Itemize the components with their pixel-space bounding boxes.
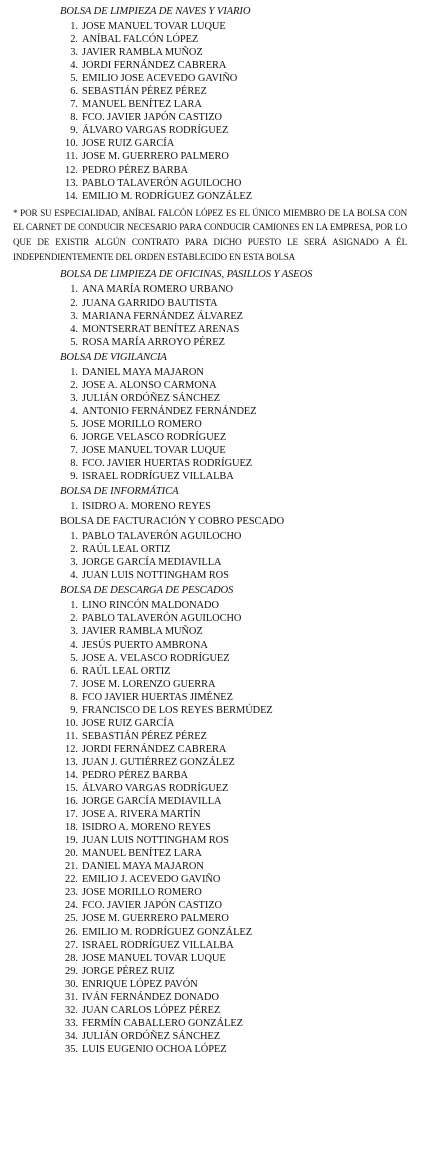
list-item <box>0 59 421 72</box>
item-number: 17. <box>65 809 78 821</box>
person-name: JOSE M. GUERRERO PALMERO <box>82 151 229 163</box>
person-name: JORGE VELASCO RODRÍGUEZ <box>82 431 227 443</box>
item-number: 35. <box>65 1043 78 1055</box>
list-item <box>0 860 421 873</box>
bolsa-section <box>0 582 421 1056</box>
item-number: 2. <box>70 34 78 46</box>
person-name: FCO JAVIER HUERTAS JIMÉNEZ <box>82 691 233 703</box>
list-item <box>0 98 421 111</box>
item-number: 8. <box>70 458 78 470</box>
item-number: 1. <box>70 531 78 543</box>
item-number: 5. <box>70 652 78 664</box>
item-number: 3. <box>70 557 78 569</box>
bolsa-section <box>0 3 421 264</box>
list-item <box>0 336 421 349</box>
list-item <box>0 665 421 678</box>
list-item <box>0 85 421 98</box>
person-name: MANUEL BENÍTEZ LARA <box>82 99 202 111</box>
list-item <box>0 782 421 795</box>
person-name: JOSE MORILLO ROMERO <box>82 418 202 430</box>
item-number: 9. <box>70 704 78 716</box>
list-item <box>0 418 421 431</box>
person-name: ANA MARÍA ROMERO URBANO <box>82 284 233 296</box>
section-title: BOLSA DE VIGILANCIA <box>60 351 167 363</box>
item-number: 7. <box>70 678 78 690</box>
person-name: JULIÁN ORDÓÑEZ SÁNCHEZ <box>82 392 221 404</box>
item-number: 4. <box>70 323 78 335</box>
list-item <box>0 873 421 886</box>
item-number: 10. <box>65 717 78 729</box>
list-item <box>0 530 421 543</box>
list-item <box>0 1043 421 1056</box>
item-number: 33. <box>65 1017 78 1029</box>
item-number: 8. <box>70 691 78 703</box>
list-item <box>0 834 421 847</box>
item-number: 11. <box>65 730 78 742</box>
item-number: 5. <box>70 73 78 85</box>
list-item <box>0 965 421 978</box>
list-item <box>0 431 421 444</box>
list-item <box>0 500 421 513</box>
item-number: 2. <box>70 379 78 391</box>
item-number: 34. <box>65 1030 78 1042</box>
item-number: 7. <box>70 99 78 111</box>
person-name: PABLO TALAVERÓN AGUILOCHO <box>82 613 242 625</box>
item-number: 2. <box>70 297 78 309</box>
person-name: MONTSERRAT BENÍTEZ ARENAS <box>82 323 240 335</box>
list-item <box>0 952 421 965</box>
item-number: 24. <box>65 900 78 912</box>
person-name: JORGE PÉREZ RUIZ <box>82 965 175 977</box>
item-number: 6. <box>70 431 78 443</box>
item-number: 16. <box>65 796 78 808</box>
item-number: 3. <box>70 310 78 322</box>
item-number: 29. <box>65 965 78 977</box>
person-name: PEDRO PÉREZ BARBA <box>82 164 188 176</box>
item-number: 10. <box>65 138 78 150</box>
list-item <box>0 323 421 336</box>
list-item <box>0 808 421 821</box>
person-name: DANIEL MAYA MAJARON <box>82 366 204 378</box>
person-name: EMILIO M. RODRÍGUEZ GONZÁLEZ <box>82 926 253 938</box>
candidate-list <box>0 500 421 513</box>
person-name: JUAN CARLOS LÓPEZ PÉREZ <box>82 1004 221 1016</box>
item-number: 18. <box>65 822 78 834</box>
list-item <box>0 847 421 860</box>
candidate-list <box>0 599 421 1056</box>
person-name: DANIEL MAYA MAJARON <box>82 861 204 873</box>
person-name: LUIS EUGENIO OCHOA LÓPEZ <box>82 1043 227 1055</box>
person-name: JOSE A. RIVERA MARTÍN <box>82 809 201 821</box>
person-name: JULIÁN ORDÓÑEZ SÁNCHEZ <box>82 1030 221 1042</box>
person-name: JOSE A. ALONSO CARMONA <box>82 379 217 391</box>
person-name: EMILIO M. RODRÍGUEZ GONZÁLEZ <box>82 190 253 202</box>
item-number: 14. <box>65 769 78 781</box>
person-name: ÁLVARO VARGAS RODRÍGUEZ <box>82 783 229 795</box>
item-number: 30. <box>65 978 78 990</box>
item-number: 4. <box>70 405 78 417</box>
person-name: ÁLVARO VARGAS RODRÍGUEZ <box>82 125 229 137</box>
list-item <box>0 177 421 190</box>
list-item <box>0 310 421 323</box>
person-name: JAVIER RAMBLA MUÑOZ <box>82 626 203 638</box>
item-number: 12. <box>65 743 78 755</box>
list-item <box>0 991 421 1004</box>
list-item <box>0 678 421 691</box>
list-item <box>0 978 421 991</box>
item-number: 4. <box>70 570 78 582</box>
person-name: PABLO TALAVERÓN AGUILOCHO <box>82 531 242 543</box>
item-number: 13. <box>65 177 78 189</box>
person-name: RAÚL LEAL ORTIZ <box>82 544 171 556</box>
item-number: 31. <box>65 991 78 1003</box>
person-name: JOSE A. VELASCO RODRÍGUEZ <box>82 652 230 664</box>
item-number: 20. <box>65 848 78 860</box>
candidate-list <box>0 366 421 483</box>
section-title: BOLSA DE LIMPIEZA DE NAVES Y VIARIO <box>60 6 251 17</box>
list-item <box>0 769 421 782</box>
section-title: BOLSA DE INFORMÁTICA <box>60 486 179 498</box>
section-note: * POR SU ESPECIALIDAD, ANÍBAL FALCÓN LÓPEZ ES EL ÚNICO MIEMBRO DE LA BOLSA CON EL CARNET DE CONDUCIR NECESARIO PARA CONDUCIR CAMIONES EN LA EMPRESA, POR LO QUE DE EXISTIR ALGÚN CONTRATO PARA DICHO PUESTO LE SERÁ ASIGNADO A ÉL INDEPENDIENTEMENTE DEL ORDEN ESTABLECIDO EN ESTA BOLSA <box>13 207 407 262</box>
item-number: 21. <box>65 861 78 873</box>
item-number: 4. <box>70 639 78 651</box>
person-name: EMILIO J. ACEVEDO GAVIÑO <box>82 874 221 886</box>
list-item <box>0 543 421 556</box>
list-item <box>0 405 421 418</box>
list-item <box>0 190 421 203</box>
list-item <box>0 111 421 124</box>
list-item <box>0 717 421 730</box>
person-name: FCO. JAVIER JAPÓN CASTIZO <box>82 112 223 124</box>
list-item <box>0 556 421 569</box>
list-item <box>0 137 421 150</box>
item-number: 5. <box>70 418 78 430</box>
list-item <box>0 756 421 769</box>
person-name: PABLO TALAVERÓN AGUILOCHO <box>82 177 242 189</box>
list-item <box>0 599 421 612</box>
list-item <box>0 470 421 483</box>
item-number: 8. <box>70 112 78 124</box>
list-item <box>0 297 421 310</box>
list-item <box>0 821 421 834</box>
item-number: 15. <box>65 783 78 795</box>
person-name: JORGE GARCÍA MEDIAVILLA <box>82 557 222 569</box>
person-name: ISIDRO A. MORENO REYES <box>82 501 211 513</box>
person-name: SEBASTIÁN PÉREZ PÉREZ <box>82 730 207 742</box>
person-name: JAVIER RAMBLA MUÑOZ <box>82 47 203 59</box>
section-title: BOLSA DE LIMPIEZA DE OFICINAS, PASILLOS Y ASEOS <box>60 269 313 281</box>
person-name: JESÚS PUERTO AMBRONA <box>82 639 208 651</box>
list-item <box>0 569 421 582</box>
person-name: JORDI FERNÁNDEZ CABRERA <box>82 743 227 755</box>
item-number: 3. <box>70 392 78 404</box>
item-number: 14. <box>65 190 78 202</box>
list-item <box>0 457 421 470</box>
item-number: 32. <box>65 1004 78 1016</box>
person-name: LINO RINCÓN MALDONADO <box>82 600 219 612</box>
person-name: ANÍBAL FALCÓN LÓPEZ <box>82 34 199 46</box>
list-item <box>0 795 421 808</box>
item-number: 1. <box>70 501 78 513</box>
person-name: ENRIQUE LÓPEZ PAVÓN <box>82 978 198 990</box>
person-name: JORDI FERNÁNDEZ CABRERA <box>82 60 227 72</box>
person-name: FRANCISCO DE LOS REYES BERMÚDEZ <box>82 704 273 716</box>
item-number: 26. <box>65 926 78 938</box>
list-item <box>0 899 421 912</box>
list-item <box>0 704 421 717</box>
list-item <box>0 283 421 296</box>
item-number: 25. <box>65 913 78 925</box>
bolsa-section <box>0 349 421 483</box>
list-item <box>0 46 421 59</box>
list-item <box>0 366 421 379</box>
person-name: SEBASTIÁN PÉREZ PÉREZ <box>82 86 207 98</box>
item-number: 13. <box>65 756 78 768</box>
list-item <box>0 379 421 392</box>
document-body <box>0 3 421 1056</box>
list-item <box>0 743 421 756</box>
list-item <box>0 150 421 163</box>
person-name: ISRAEL RODRÍGUEZ VILLALBA <box>82 471 234 483</box>
bolsa-section <box>0 266 421 348</box>
person-name: EMILIO JOSE ACEVEDO GAVIÑO <box>82 73 238 85</box>
item-number: 11. <box>65 151 78 163</box>
person-name: JUAN LUIS NOTTINGHAM ROS <box>82 570 229 582</box>
person-name: ISRAEL RODRÍGUEZ VILLALBA <box>82 939 234 951</box>
person-name: FCO. JAVIER JAPÓN CASTIZO <box>82 900 223 912</box>
person-name: JOSE RUIZ GARCÍA <box>82 717 175 729</box>
list-item <box>0 912 421 925</box>
item-number: 1. <box>70 366 78 378</box>
person-name: PEDRO PÉREZ BARBA <box>82 769 188 781</box>
item-number: 3. <box>70 47 78 59</box>
list-item <box>0 124 421 137</box>
item-number: 2. <box>70 613 78 625</box>
list-item <box>0 730 421 743</box>
person-name: MANUEL BENÍTEZ LARA <box>82 848 202 860</box>
list-item <box>0 691 421 704</box>
item-number: 28. <box>65 952 78 964</box>
item-number: 22. <box>65 874 78 886</box>
list-item <box>0 392 421 405</box>
item-number: 4. <box>70 60 78 72</box>
list-item <box>0 886 421 899</box>
item-number: 2. <box>70 544 78 556</box>
person-name: JUANA GARRIDO BAUTISTA <box>82 297 218 309</box>
person-name: MARIANA FERNÁNDEZ ÁLVAREZ <box>82 310 243 322</box>
item-number: 27. <box>65 939 78 951</box>
person-name: JUAN J. GUTIÉRREZ GONZÁLEZ <box>82 756 235 768</box>
list-item <box>0 652 421 665</box>
list-item <box>0 1004 421 1017</box>
person-name: ISIDRO A. MORENO REYES <box>82 822 211 834</box>
person-name: JOSE M. GUERRERO PALMERO <box>82 913 229 925</box>
list-item <box>0 164 421 177</box>
item-number: 12. <box>65 164 78 176</box>
list-item <box>0 1030 421 1043</box>
candidate-list <box>0 20 421 203</box>
item-number: 19. <box>65 835 78 847</box>
list-item <box>0 939 421 952</box>
person-name: FCO. JAVIER HUERTAS RODRÍGUEZ <box>82 458 253 470</box>
section-title: BOLSA DE FACTURACIÓN Y COBRO PESCADO <box>60 516 285 528</box>
item-number: 7. <box>70 444 78 456</box>
list-item <box>0 444 421 457</box>
bolsa-section <box>0 483 421 513</box>
person-name: RAÚL LEAL ORTIZ <box>82 665 171 677</box>
item-number: 1. <box>70 284 78 296</box>
list-item <box>0 20 421 33</box>
item-number: 6. <box>70 665 78 677</box>
list-item <box>0 72 421 85</box>
person-name: FERMÍN CABALLERO GONZÁLEZ <box>82 1017 243 1029</box>
person-name: ROSA MARÍA ARROYO PÉREZ <box>82 336 225 348</box>
list-item <box>0 926 421 939</box>
item-number: 5. <box>70 336 78 348</box>
person-name: ANTONIO FERNÁNDEZ FERNÁNDEZ <box>82 405 257 417</box>
candidate-list <box>0 283 421 348</box>
person-name: JOSE MANUEL TOVAR LUQUE <box>82 21 226 32</box>
item-number: 1. <box>70 21 78 32</box>
item-number: 9. <box>70 125 78 137</box>
list-item <box>0 625 421 638</box>
item-number: 6. <box>70 86 78 98</box>
candidate-list <box>0 530 421 582</box>
person-name: JUAN LUIS NOTTINGHAM ROS <box>82 835 229 847</box>
list-item <box>0 612 421 625</box>
item-number: 3. <box>70 626 78 638</box>
item-number: 1. <box>70 600 78 612</box>
bolsa-section <box>0 513 421 582</box>
person-name: JORGE GARCÍA MEDIAVILLA <box>82 796 222 808</box>
person-name: JOSE M. LORENZO GUERRA <box>82 678 216 690</box>
person-name: IVÁN FERNÁNDEZ DONADO <box>82 991 219 1003</box>
list-item <box>0 1017 421 1030</box>
item-number: 23. <box>65 887 78 899</box>
person-name: JOSE MANUEL TOVAR LUQUE <box>82 444 226 456</box>
list-item <box>0 639 421 652</box>
section-title: BOLSA DE DESCARGA DE PESCADOS <box>60 585 234 597</box>
person-name: JOSE MORILLO ROMERO <box>82 887 202 899</box>
person-name: JOSE MANUEL TOVAR LUQUE <box>82 952 226 964</box>
list-item <box>0 33 421 46</box>
item-number: 9. <box>70 471 78 483</box>
person-name: JOSE RUIZ GARCÍA <box>82 138 175 150</box>
